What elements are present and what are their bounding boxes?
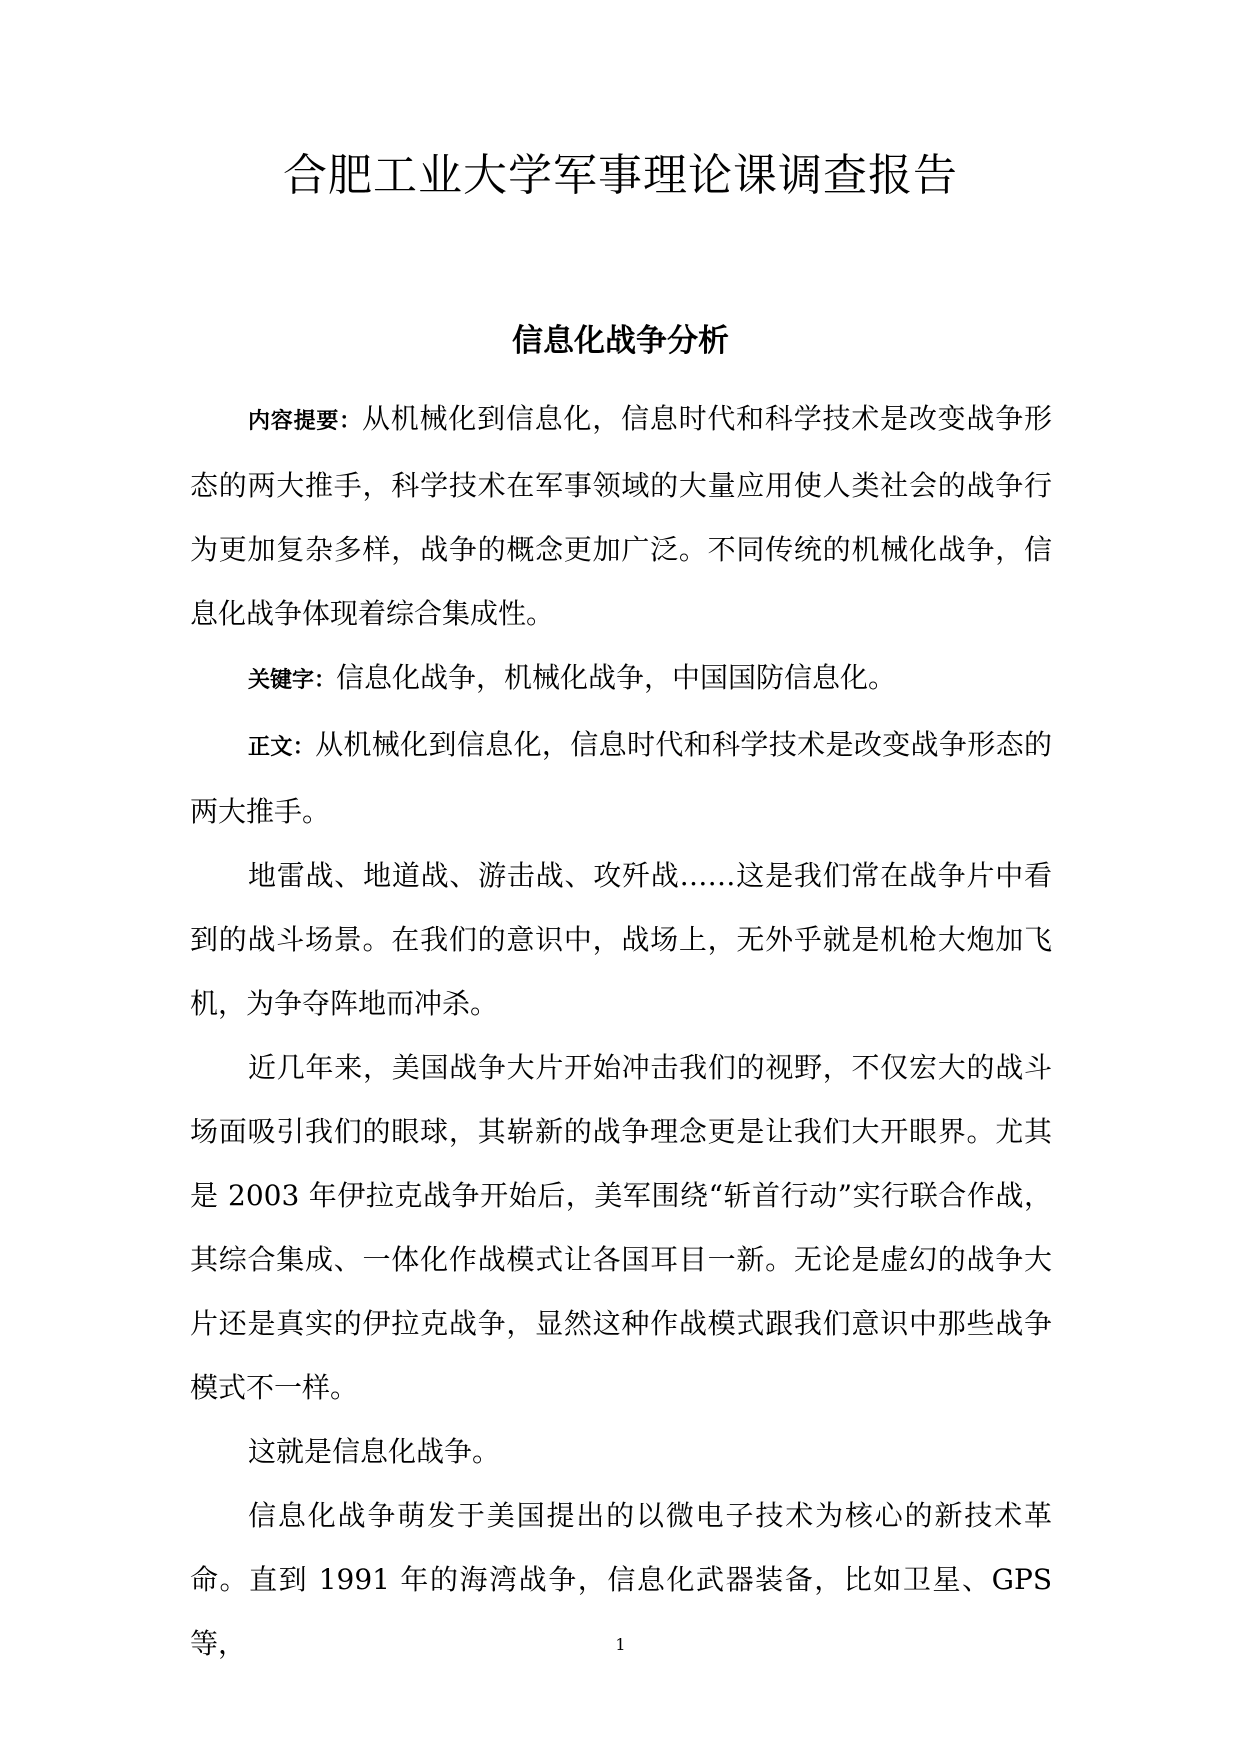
body-paragraph: 地雷战、地道战、游击战、攻歼战……这是我们常在战争片中看到的战斗场景。在我们的意识中，战场上，无外乎就是机枪大炮加飞机，为争夺阵地而冲杀。 <box>190 859 1052 1020</box>
abstract-paragraph <box>190 387 1052 646</box>
document-title: 合肥工业大学军事理论课调查报告 <box>283 150 958 201</box>
body-paragraph: 近几年来，美国战争大片开始冲击我们的视野，不仅宏大的战斗场面吸引我们的眼球，其崭新的战争理念更是让我们大开眼界。尤其是 2003 年伊拉克战争开始后，美军围绕“斩首行动”实行联合作战，其综合集成、一体化作战模式让各国耳目一新。无论是虚幻的战争大片还是真实的伊拉克战争，显然这种作战模式跟我们意识中那些战争模式不一样。 <box>190 1051 1052 1404</box>
document-subtitle: 信息化战争分析 <box>512 323 729 359</box>
body-intro-text: 从机械化到信息化，信息时代和科学技术是改变战争形态的两大推手。 <box>190 728 1052 828</box>
page-number: 1 <box>615 1635 626 1654</box>
document-body <box>190 387 1052 1676</box>
abstract-label: 内容提要： <box>248 409 362 434</box>
keywords-label: 关键字： <box>248 668 337 693</box>
keywords-text: 信息化战争，机械化战争，中国国防信息化。 <box>336 661 897 694</box>
body-intro-label: 正文： <box>248 735 316 760</box>
body-intro-paragraph <box>190 713 1052 844</box>
keywords-paragraph <box>190 646 1052 713</box>
abstract-text: 从机械化到信息化，信息时代和科学技术是改变战争形态的两大推手，科学技术在军事领域的大量应用使人类社会的战争行为更加复杂多样，战争的概念更加广泛。不同传统的机械化战争，信息化战争体现着综合集成性。 <box>190 402 1052 630</box>
body-paragraph: 信息化战争萌发于美国提出的以微电子技术为核心的新技术革命。直到 1991 年的海湾战争，信息化武器装备，比如卫星、GPS 等， <box>190 1499 1052 1660</box>
body-paragraph: 这就是信息化战争。 <box>248 1435 501 1468</box>
